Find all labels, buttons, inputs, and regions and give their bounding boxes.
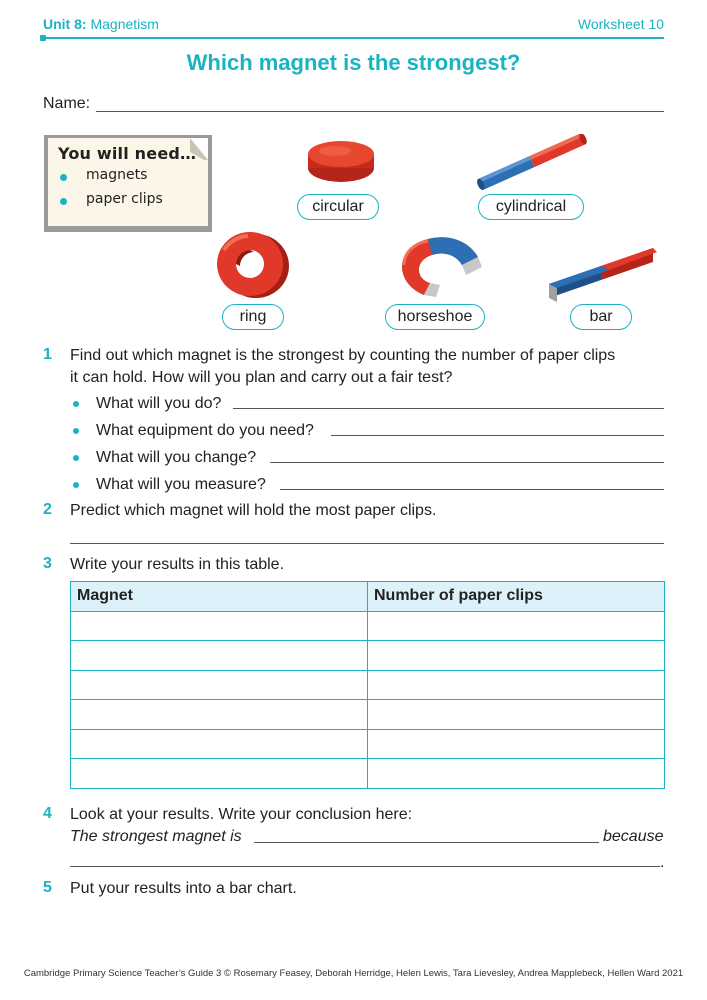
- name-field[interactable]: [96, 111, 664, 112]
- full-stop: .: [660, 854, 665, 871]
- strongest-magnet-prompt: The strongest magnet is: [70, 828, 242, 845]
- answer-line-change[interactable]: [270, 462, 664, 463]
- answer-line-measure[interactable]: [280, 489, 664, 490]
- question-3-text: Write your results in this table.: [70, 556, 285, 573]
- horseshoe-magnet-icon: [390, 233, 486, 299]
- question-1-line-1: Find out which magnet is the strongest by counting the number of paper clips: [70, 347, 616, 364]
- question-1-number: 1: [43, 346, 52, 363]
- bullet-icon: [73, 428, 79, 434]
- table-cell[interactable]: [71, 670, 368, 700]
- bullet-icon: [73, 401, 79, 407]
- table-cell[interactable]: [368, 700, 665, 730]
- ring-magnet-icon: [212, 228, 294, 300]
- table-cell[interactable]: [368, 759, 665, 789]
- answer-line-prediction[interactable]: [70, 543, 664, 544]
- table-row: [71, 611, 665, 641]
- column-header-paper-clips: Number of paper clips: [368, 582, 665, 612]
- question-2-number: 2: [43, 501, 52, 518]
- table-cell[interactable]: [368, 729, 665, 759]
- copyright-footer: Cambridge Primary Science Teacher’s Guide 3 © Rosemary Feasey, Deborah Herridge, Helen Lewis, Tara Lievesley, Andrea Mapplebeck, Hellen Ward 2021: [23, 968, 684, 979]
- column-header-magnet: Magnet: [71, 582, 368, 612]
- question-1-line-2: it can hold. How will you plan and carry out a fair test?: [70, 369, 453, 386]
- bullet-icon: [60, 198, 67, 205]
- page-title: Which magnet is the strongest?: [186, 50, 521, 75]
- table-cell[interactable]: [368, 611, 665, 641]
- question-2-text: Predict which magnet will hold the most paper clips.: [70, 502, 437, 519]
- circular-label: circular: [297, 194, 379, 220]
- need-item-magnets: magnets: [86, 167, 148, 183]
- bar-label: bar: [570, 304, 632, 330]
- bar-magnet-icon: [545, 244, 657, 304]
- table-cell[interactable]: [71, 700, 368, 730]
- answer-line-strongest[interactable]: [254, 842, 599, 843]
- unit-label: Unit 8: Magnetism: [43, 16, 159, 32]
- cylindrical-magnet-icon: [470, 134, 592, 190]
- table-row: [71, 759, 665, 789]
- answer-line-equipment[interactable]: [331, 435, 664, 436]
- worksheet-label: Worksheet 10: [577, 16, 664, 32]
- because-label: because: [603, 828, 664, 845]
- bullet-what-will-you-change: What will you change?: [96, 449, 257, 466]
- results-table: [70, 581, 665, 789]
- bullet-icon: [73, 482, 79, 488]
- header-divider-marker: [40, 35, 46, 41]
- table-cell[interactable]: [368, 670, 665, 700]
- table-row: [71, 641, 665, 671]
- question-4-number: 4: [43, 805, 52, 822]
- table-cell[interactable]: [71, 641, 368, 671]
- bullet-what-will-you-do: What will you do?: [96, 395, 222, 412]
- table-cell[interactable]: [71, 759, 368, 789]
- table-cell[interactable]: [71, 729, 368, 759]
- name-label: Name:: [43, 95, 91, 112]
- bullet-icon: [73, 455, 79, 461]
- cylindrical-label: cylindrical: [478, 194, 584, 220]
- horseshoe-label: horseshoe: [385, 304, 485, 330]
- question-3-number: 3: [43, 555, 52, 572]
- bullet-what-will-you-measure: What will you measure?: [96, 476, 266, 493]
- table-row: [71, 729, 665, 759]
- ring-label: ring: [222, 304, 284, 330]
- answer-line-conclusion[interactable]: [70, 866, 660, 867]
- bullet-what-equipment: What equipment do you need?: [96, 422, 314, 439]
- question-5-number: 5: [43, 879, 52, 896]
- need-item-paper-clips: paper clips: [86, 191, 163, 207]
- table-cell[interactable]: [368, 641, 665, 671]
- question-4-text: Look at your results. Write your conclusion here:: [70, 806, 413, 823]
- header-divider: [43, 37, 664, 39]
- circular-magnet-icon: [305, 138, 377, 186]
- table-cell[interactable]: [71, 611, 368, 641]
- table-header-row: [71, 582, 665, 612]
- table-row: [71, 700, 665, 730]
- you-will-need-title: You will need…: [58, 144, 197, 163]
- answer-line-what-will-you-do[interactable]: [233, 408, 664, 409]
- bullet-icon: [60, 174, 67, 181]
- question-5-text: Put your results into a bar chart.: [70, 880, 297, 897]
- table-row: [71, 670, 665, 700]
